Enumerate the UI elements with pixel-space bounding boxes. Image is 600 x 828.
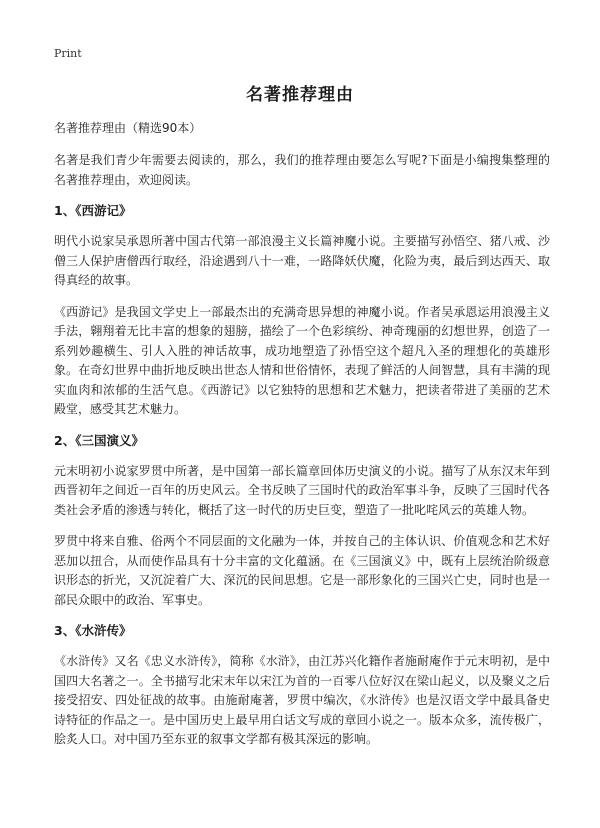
section-paragraph: 元末明初小说家罗贯中所著，是中国第一部长篇章回体历史演义的小说。描写了从东汉末年到西晋初年之间近一百年的历史风云。全书反映了三国时代的政治军事斗争，反映了三国时代各类社会矛盾的渗透与转化，概括了这一时代的历史巨变，塑造了一批叱咤风云的英雄人物。 (54, 463, 550, 517)
article-body (54, 120, 550, 762)
article-subtitle: 名著推荐理由（精选90本） (54, 121, 202, 135)
section-paragraph: 罗贯中将来自雅、俗两个不同层面的文化融为一体，并按自己的主体认识、价值观念和艺术好恶加以扭合，从而使作品具有十分丰富的文化蕴涵。在《三国演义》中，既有上层统治阶级意识形态的折光，又沉淀着广大、深沉的民间思想。它是一部形象化的三国兴亡史，同时也是一部民众眼中的政治、军事史。 (54, 534, 550, 607)
page-title: 名著推荐理由 (246, 85, 354, 105)
section-paragraph: 《水浒传》又名《忠义水浒传》，简称《水浒》，由江苏兴化籍作者施耐庵作于元末明初，是中国四大名著之一。全书描写北宋末年以宋江为首的一百零八位好汉在梁山起义，以及聚义之后接受招安、四处征战的故事。由施耐庵著，罗贯中编次，《水浒传》也是汉语文学中最具备史诗特征的作品之一。是中国历史上最早用白话文写成的章回小说之一。版本众多，流传极广，脍炙人口。对中国乃至东亚的叙事文学都有极其深远的影响。 (54, 654, 550, 746)
print-link[interactable]: Print (54, 47, 82, 60)
section-heading: 1、《西游记》 (54, 203, 132, 218)
section-paragraph: 明代小说家吴承恩所著中国古代第一部浪漫主义长篇神魔小说。主要描写孙悟空、猪八戒、沙僧三人保护唐僧西行取经，沿途遇到八十一难，一路降妖伏魔，化险为夷，最后到达西天、取得真经的故事。 (54, 234, 550, 287)
section-heading: 3、《水浒传》 (54, 623, 132, 638)
section-heading: 2、《三国演义》 (54, 432, 144, 448)
intro-paragraph: 名著是我们青少年需要去阅读的，那么，我们的推荐理由要怎么写呢?下面是小编搜集整理的名著推荐理由，欢迎阅读。 (54, 153, 550, 187)
section-paragraph: 《西游记》是我国文学史上一部最杰出的充满奇思异想的神魔小说。作者吴承恩运用浪漫主义手法，翱翔着无比丰富的想象的翅膀，描绘了一个色彩缤纷、神奇瑰丽的幻想世界，创造了一系列妙趣横生、引人入胜的神话故事，成功地塑造了孙悟空这个超凡入圣的理想化的英雄形象。在奇幻世界中曲折地反映出世态人情和世俗情怀，表现了鲜活的人间智慧，具有丰满的现实血肉和浓郁的生活气息。《西游记》以它独特的思想和艺术魅力，把读者带进了美丽的艺术殿堂，感受其艺术魅力。 (54, 304, 550, 416)
